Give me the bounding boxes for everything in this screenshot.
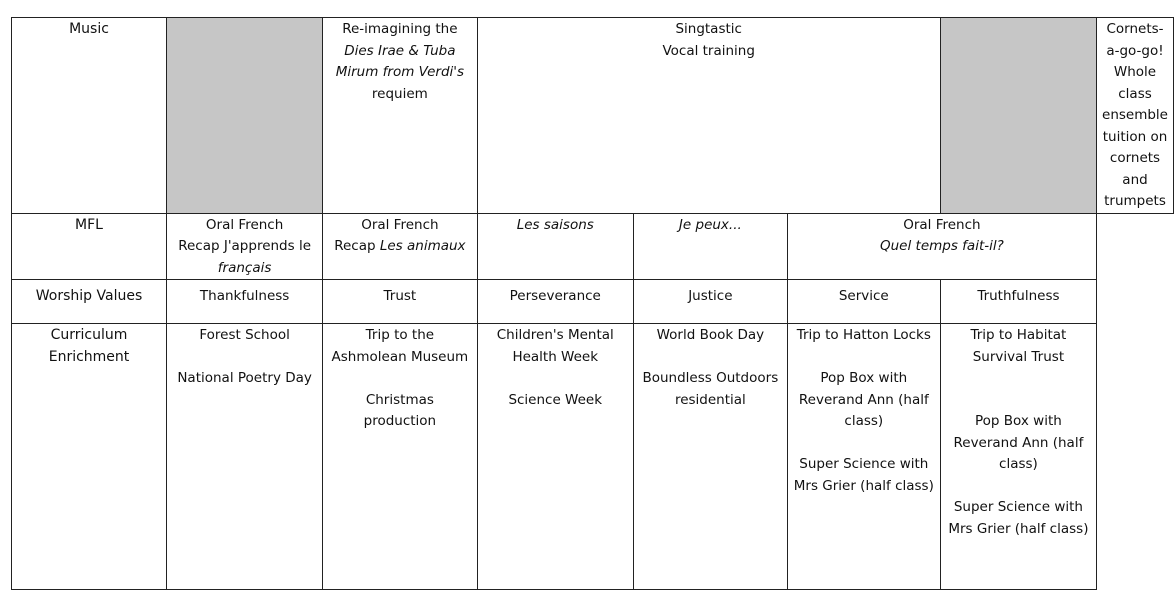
- mfl-label: MFL: [12, 213, 167, 280]
- worship-value: Justice: [633, 280, 787, 324]
- curriculum-table: [11, 17, 1174, 590]
- enrichment-cell-3: Children's Mental Health Week Science Week: [477, 324, 633, 590]
- enrichment-cell-1: Forest School National Poetry Day: [167, 324, 323, 590]
- worship-value: Truthfulness: [940, 280, 1096, 324]
- mfl-cell-3: Les saisons: [477, 213, 633, 280]
- mfl-cell-5: Oral French Quel temps fait-il?: [787, 213, 1096, 280]
- worship-value: Perseverance: [477, 280, 633, 324]
- music-cell-verdi: Re-imagining the Dies Irae & Tuba Mirum from Verdi's requiem: [323, 18, 477, 214]
- music-cell-cornets: Cornets-a-go-go! Whole class ensemble tuition on cornets and trumpets: [1097, 18, 1174, 214]
- mfl-cell-4: Je peux...: [633, 213, 787, 280]
- enrichment-label: Curriculum Enrichment: [12, 324, 167, 590]
- worship-value: Trust: [323, 280, 477, 324]
- mfl-cell-1: Oral French Recap J'apprends le français: [167, 213, 323, 280]
- worship-value: Thankfulness: [167, 280, 323, 324]
- music-cell-empty-2: [940, 18, 1096, 214]
- music-row: [12, 18, 1174, 214]
- enrichment-cell-5: Trip to Hatton Locks Pop Box with Reverand Ann (half class) Super Science with Mrs Grier (half class): [787, 324, 940, 590]
- worship-row: [12, 280, 1174, 324]
- mfl-row: [12, 213, 1174, 280]
- music-label: Music: [12, 18, 167, 214]
- enrichment-row: [12, 324, 1174, 590]
- enrichment-cell-4: World Book Day Boundless Outdoors residential: [633, 324, 787, 590]
- mfl-cell-2: Oral French Recap Les animaux: [323, 213, 477, 280]
- music-cell-singtastic: Singtastic Vocal training: [477, 18, 940, 214]
- enrichment-cell-6: Trip to Habitat Survival Trust Pop Box with Reverand Ann (half class) Super Science with Mrs Grier (half class): [940, 324, 1096, 590]
- music-cell-empty-1: [167, 18, 323, 214]
- enrichment-cell-2: Trip to the Ashmolean Museum Christmas production: [323, 324, 477, 590]
- worship-label: Worship Values: [12, 280, 167, 324]
- worship-value: Service: [787, 280, 940, 324]
